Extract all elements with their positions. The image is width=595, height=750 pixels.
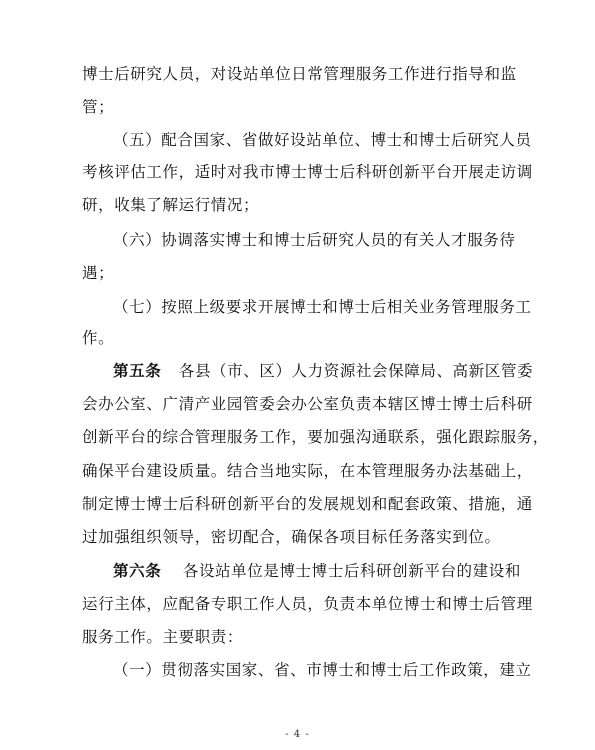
body-line: [0, 594, 595, 614]
line-text: 遇；: [82, 264, 115, 282]
body-line: [0, 195, 595, 215]
line-text: 创新平台的综合管理服务工作，要加强沟通联系，强化跟踪服务，: [82, 428, 549, 446]
line-text: 各设站单位是博士博士后科研创新平台的建设和: [182, 562, 521, 580]
line-text: 博士后研究人员，对设站单位日常管理服务工作进行指导和监: [82, 65, 517, 83]
page-number: - 4 -: [285, 729, 310, 740]
article-6-line: [0, 561, 595, 581]
article-label: 第五条: [113, 361, 162, 380]
line-text: 过加强组织领导，密切配合，确保各项目标任务落实到位。: [82, 528, 501, 546]
line-text: （五）配合国家、省做好设站单位、博士和博士后研究人员: [113, 131, 532, 149]
body-line: [0, 394, 595, 414]
line-text: 确保平台建设质量。结合当地实际，在本管理服务办法基础上，: [82, 462, 533, 480]
line-text: （七）按照上级要求开展博士和博士后相关业务管理服务工: [113, 298, 532, 316]
body-line: [0, 297, 595, 317]
article-5-line: [0, 361, 595, 381]
line-text: （一）贯彻落实国家、省、市博士和博士后工作政策，建立: [113, 661, 532, 679]
line-text: 各县（市、区）人力资源社会保障局、高新区管委: [178, 362, 534, 380]
body-line: [0, 328, 595, 348]
line-text: 服务工作。主要职责：: [82, 628, 244, 646]
line-text: 研，收集了解运行情况；: [82, 196, 260, 214]
body-line: [0, 427, 595, 447]
body-line: [0, 660, 595, 680]
line-text: 考核评估工作，适时对我市博士博士后科研创新平台开展走访调: [82, 163, 533, 181]
body-line: [0, 527, 595, 547]
body-line: [0, 263, 595, 283]
body-line: [0, 230, 595, 250]
body-line: [0, 64, 595, 84]
body-line: [0, 130, 595, 150]
body-line: [0, 494, 595, 514]
body-line: [0, 627, 595, 647]
article-label: 第六条: [113, 561, 162, 580]
line-text: 作。: [82, 329, 115, 347]
line-text: （六）协调落实博士和博士后研究人员的有关人才服务待: [113, 231, 516, 249]
line-text: 管；: [82, 98, 115, 116]
line-text: 制定博士博士后科研创新平台的发展规划和配套政策、措施，通: [82, 495, 533, 513]
line-text: 运行主体，应配备专职工作人员，负责本单位博士和博士后管理: [82, 595, 533, 613]
body-line: [0, 162, 595, 182]
body-line: [0, 461, 595, 481]
body-line: [0, 97, 595, 117]
line-text: 会办公室、广清产业园管委会办公室负责本辖区博士博士后科研: [82, 395, 533, 413]
